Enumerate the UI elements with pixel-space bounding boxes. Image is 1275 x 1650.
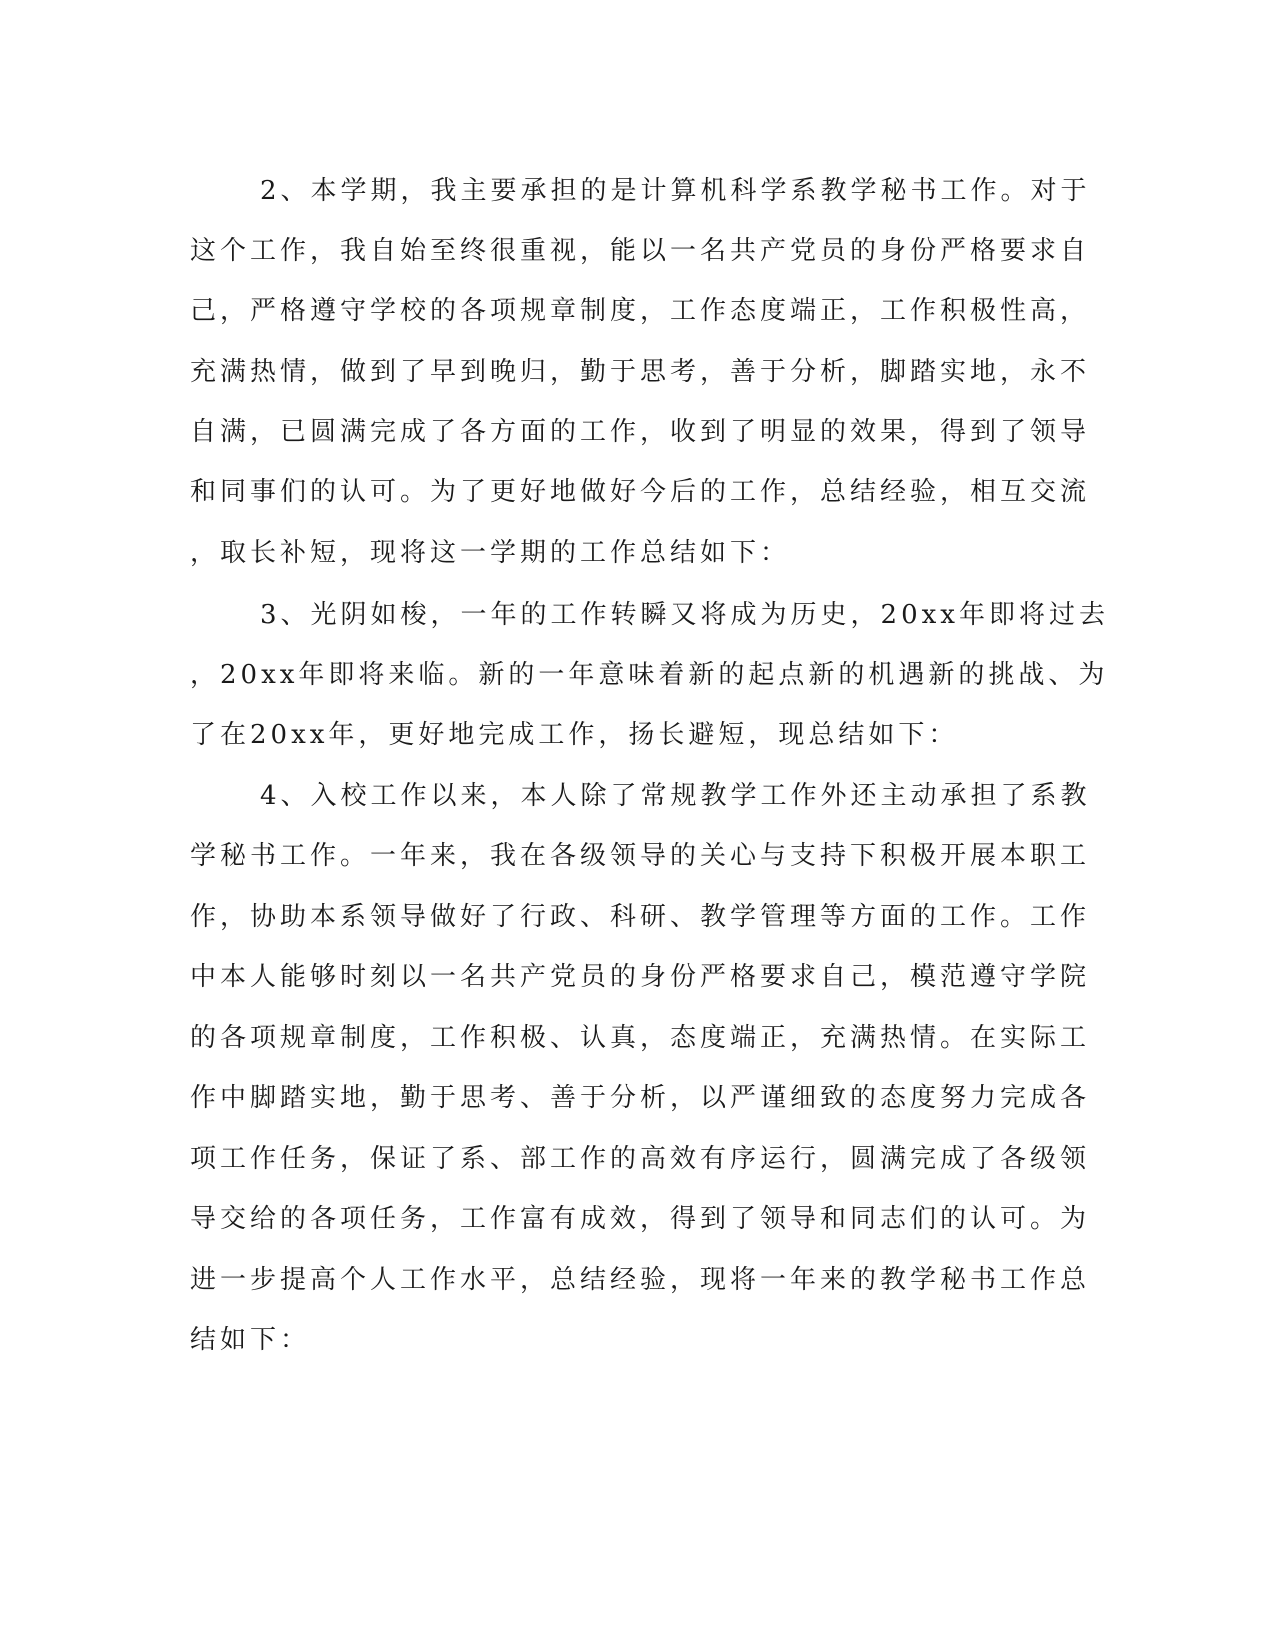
paragraph-line: 4、入校工作以来，本人除了常规教学工作外还主动承担了系教 (260, 781, 1091, 811)
paragraph-line: ，20xx年即将来临。新的一年意味着新的起点新的机遇新的挑战、为 (190, 660, 1109, 690)
paragraph-line: 2、本学期，我主要承担的是计算机科学系教学秘书工作。对于 (260, 176, 1091, 206)
paragraph-line: ，取长补短，现将这一学期的工作总结如下： (190, 538, 791, 568)
paragraph-line: 中本人能够时刻以一名共产党员的身份严格要求自己，模范遵守学院 (190, 962, 1091, 992)
paragraph-line: 充满热情，做到了早到晚归，勤于思考，善于分析，脚踏实地，永不 (190, 357, 1091, 387)
paragraph-line: 结如下： (190, 1325, 311, 1355)
paragraph-line: 和同事们的认可。为了更好地做好今后的工作，总结经验，相互交流 (190, 477, 1091, 507)
paragraph-line: 学秘书工作。一年来，我在各级领导的关心与支持下积极开展本职工 (190, 841, 1091, 871)
paragraph-line: 导交给的各项任务，工作富有成效，得到了领导和同志们的认可。为 (190, 1204, 1091, 1234)
paragraph-line: 作中脚踏实地，勤于思考、善于分析，以严谨细致的态度努力完成各 (190, 1083, 1091, 1113)
paragraph-line: 作，协助本系领导做好了行政、科研、教学管理等方面的工作。工作 (190, 902, 1091, 932)
paragraph-line: 自满，已圆满完成了各方面的工作，收到了明显的效果，得到了领导 (190, 417, 1091, 447)
paragraph-line: 进一步提高个人工作水平，总结经验，现将一年来的教学秘书工作总 (190, 1265, 1091, 1295)
paragraph-line: 己，严格遵守学校的各项规章制度，工作态度端正，工作积极性高， (190, 296, 1091, 326)
paragraph-line: 的各项规章制度，工作积极、认真，态度端正，充满热情。在实际工 (190, 1023, 1091, 1053)
paragraph-line: 3、光阴如梭，一年的工作转瞬又将成为历史，20xx年即将过去 (260, 600, 1109, 630)
paragraph-line: 了在20xx年，更好地完成工作，扬长避短，现总结如下： (190, 720, 959, 750)
paragraph-line: 项工作任务，保证了系、部工作的高效有序运行，圆满完成了各级领 (190, 1144, 1091, 1174)
paragraph-line: 这个工作，我自始至终很重视，能以一名共产党员的身份严格要求自 (190, 236, 1091, 266)
